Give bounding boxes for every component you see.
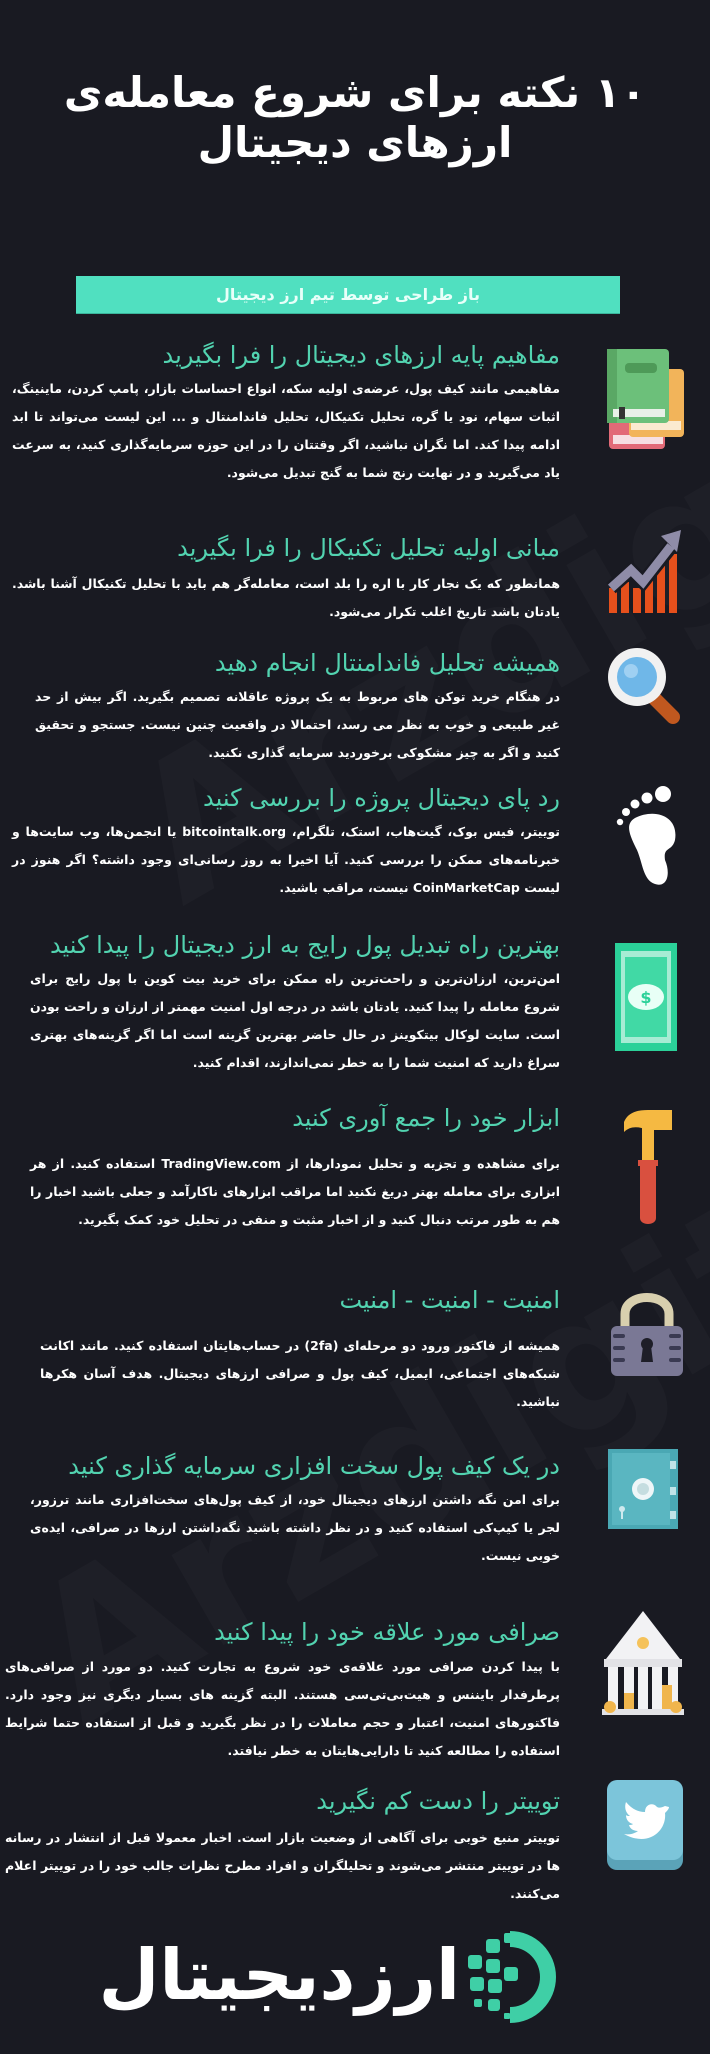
hammer-icon xyxy=(618,1108,678,1228)
tip-body: توییتر منبع خوبی برای آگاهی از وضعیت بازار است. اخبار معمولا قبل از انتشار در رسانه ها در توییتر منتشر می‌شوند و تحلیلگران و افراد مطرح نظرات جالب خود را در توییتر اعلام می‌کنند. xyxy=(5,1830,560,1901)
credit-banner: باز طراحی توسط تیم ارز دیجیتال xyxy=(76,276,620,313)
tip-body: در هنگام خرید توکن های مربوط به یک پروژه عاقلانه تصمیم بگیرید. اگر بیش از حد غیر طبیعی و خوب به نظر می رسد، احتمالا در واقعیت چنین نیست. جستجو و تحقیق کنید و اگر به چیز مشکوکی برخوردید سرمایه گذاری نکنید. xyxy=(35,689,560,760)
tip-body: برای امن نگه داشتن ارزهای دیجیتال خود، از کیف پول‌های سخت‌افزاری مانند ترزور، لجر یا کیپ‌کی استفاده کنید و در نظر داشته باشید نگه‌داشتن ارزها در صرافی، ایده‌ی خوبی نیست. xyxy=(30,1492,560,1563)
twitter-icon xyxy=(607,1780,683,1870)
tip-body: با پیدا کردن صرافی مورد علاقه‌ی خود شروع به تجارت کنید. دو مورد از صرافی‌های پرطرفدار بایننس و هیت‌بی‌تی‌سی هستند. البته گزینه های بسیار دیگری نیز وجود دارد. فاکتورهای امنیت، اعتبار و حجم معاملات را در نظر بگیرید و قبل از استفاده حتما شرایط استفاده را مطالعه کنید تا دارایی‌هایتان به خطر نیافتد. xyxy=(5,1659,560,1758)
tip-title: مبانی اولیه تحلیل تکنیکال را فرا بگیرید xyxy=(177,534,560,562)
bank-icon xyxy=(600,1607,686,1717)
page-title-line1: ۱۰ نکته برای شروع معامله‌ی xyxy=(63,68,647,117)
chart-up-arrow-icon xyxy=(605,528,685,613)
tip-title: امنیت - امنیت - امنیت xyxy=(339,1286,560,1314)
brand-logo xyxy=(98,1925,560,2035)
tip-title: در یک کیف پول سخت افزاری سرمایه گذاری کنید xyxy=(68,1452,560,1480)
tip-body: همیشه از فاکتور ورود دو مرحله‌ای (2fa) در حساب‌هایتان استفاده کنید. مانند اکانت شبکه‌های اجتماعی، ایمیل، کیف پول و صرافی ارزهای دیجیتال. هدف آسان هکرها نباشید. xyxy=(40,1338,561,1409)
tip-body: همانطور که یک نجار کار با اره را بلد است، معامله‌گر هم باید با تحلیل تکنیکال آشنا باشد. یادتان باشد تاریخ اغلب تکرار می‌شود. xyxy=(12,576,560,619)
svg-text:$: $ xyxy=(640,988,652,1007)
books-icon xyxy=(605,349,685,454)
logo-text: ارزدیجیتال xyxy=(98,1934,460,2016)
tip-title: همیشه تحلیل فاندامنتال انجام دهید xyxy=(214,649,560,677)
safe-icon xyxy=(608,1449,680,1531)
tip-title: رد پای دیجیتال پروژه را بررسی کنید xyxy=(203,784,560,812)
banknote-icon xyxy=(615,943,679,1053)
tip-title: بهترین راه تبدیل پول رایج به ارز دیجیتال را پیدا کنید xyxy=(49,931,560,959)
footprint-icon xyxy=(615,780,685,890)
tip-title: توییتر را دست کم نگیرید xyxy=(316,1787,560,1815)
tip-title: ابزار خود را جمع آوری کنید xyxy=(292,1104,560,1132)
page-title-line2: ارزهای دیجیتال xyxy=(197,118,513,167)
page-title xyxy=(0,68,710,168)
tip-body: مفاهیمی مانند کیف پول، عرضه‌ی اولیه سکه، انواع احساسات بازار، پامپ کردن، ماینینگ، اثبات سهام، نود یا گره، تحلیل تکنیکال، تحلیل فاندامنتال و ... این لیست می‌تواند تا ابد ادامه پیدا کند. اما نگران نباشید، اگر وقتتان را در این حوزه سرمایه‌گذاری کنید، به سرعت یاد می‌گیرید و در نهایت رنج شما به گنج تبدیل می‌شود. xyxy=(12,381,560,480)
tip-body: امن‌ترین، ارزان‌ترین و راحت‌ترین راه ممکن برای خرید بیت کوین با پول رایج برای شروع معامله را پیدا کنید. یادتان باشد در درجه اول امنیت مهمتر از ارزان و راحت بودن است. سایت لوکال بیتکوینز در حال حاضر بهترین گزینه است اما اگر گزینه‌های بهتری سراغ دارید که امنیت شما را به خطر نمی‌اندازند، اقدام کنید. xyxy=(30,971,560,1070)
magnifier-icon xyxy=(605,645,685,730)
tip-title: مفاهیم پایه ارزهای دیجیتال را فرا بگیرید xyxy=(162,341,560,369)
padlock-icon xyxy=(611,1290,683,1376)
tip-title: صرافی مورد علاقه خود را پیدا کنید xyxy=(214,1618,560,1646)
logo-mark-icon xyxy=(460,1927,560,2027)
tip-body: برای مشاهده و تجزیه و تحلیل نمودارها، از TradingView.com استفاده کنید. از هر ابزاری برای معامله بهتر دریغ نکنید اما مراقب ابزارهای ناکارآمد و جعلی باشید اخبار را هم به طور مرتب دنبال کنید و از اخبار مثبت و منفی در تحلیل خود کمک بگیرید. xyxy=(30,1156,560,1227)
tip-body: توییتر، فیس بوک، گیت‌هاب، استک، تلگرام، bitcointalk.org یا انجمن‌ها، وب سایت‌ها و خبرنامه‌های ممکن را بررسی کنید. آیا اخیرا به روز رسانی‌ای وجود داشته؟ اگر هنوز در لیست CoinMarketCap نیست، مراقب باشید. xyxy=(12,824,561,895)
